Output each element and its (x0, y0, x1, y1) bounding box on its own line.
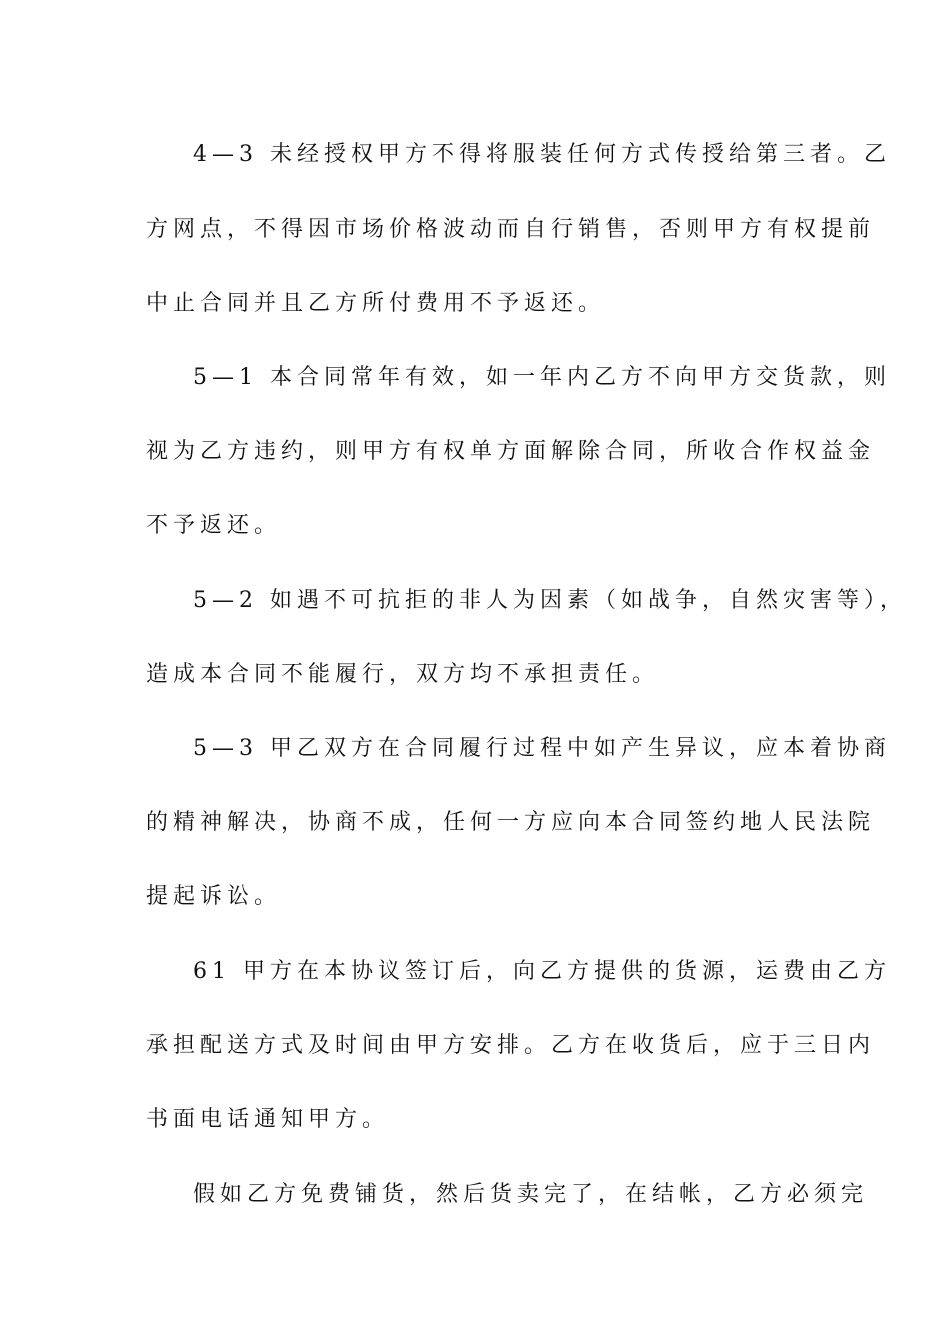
text-line: 方网点，不得因市场价格波动而自行销售，否则甲方有权提前 (146, 217, 876, 242)
text-line: 承担配送方式及时间由甲方安排。乙方在收货后，应于三日内 (146, 1033, 876, 1058)
text-line: 中止合同并且乙方所付费用不予返还。 (146, 291, 606, 316)
text-line: 4—3 未经授权甲方不得将服装任何方式传授给第三者。乙 (193, 142, 891, 167)
text-line: 提起诉讼。 (146, 884, 282, 909)
text-line: 视为乙方违约，则甲方有权单方面解除合同，所收合作权益金 (146, 439, 876, 464)
text-line: 不予返还。 (146, 513, 282, 538)
text-line: 5—3 甲乙双方在合同履行过程中如产生异议，应本着协商 (193, 736, 891, 761)
text-line: 61 甲方在本协议签订后，向乙方提供的货源，运费由乙方 (193, 959, 891, 984)
text-line: 造成本合同不能履行，双方均不承担责任。 (146, 662, 660, 687)
text-line: 的精神解决，协商不成，任何一方应向本合同签约地人民法院 (146, 810, 876, 835)
text-line: 5—2 如遇不可抗拒的非人为因素（如战争，自然灾害等）， (193, 588, 907, 613)
text-line: 假如乙方免费铺货，然后货卖完了，在结帐，乙方必须完 (193, 1182, 869, 1207)
text-line: 5—1 本合同常年有效，如一年内乙方不向甲方交货款，则 (193, 365, 891, 390)
text-line: 书面电话通知甲方。 (146, 1107, 390, 1132)
